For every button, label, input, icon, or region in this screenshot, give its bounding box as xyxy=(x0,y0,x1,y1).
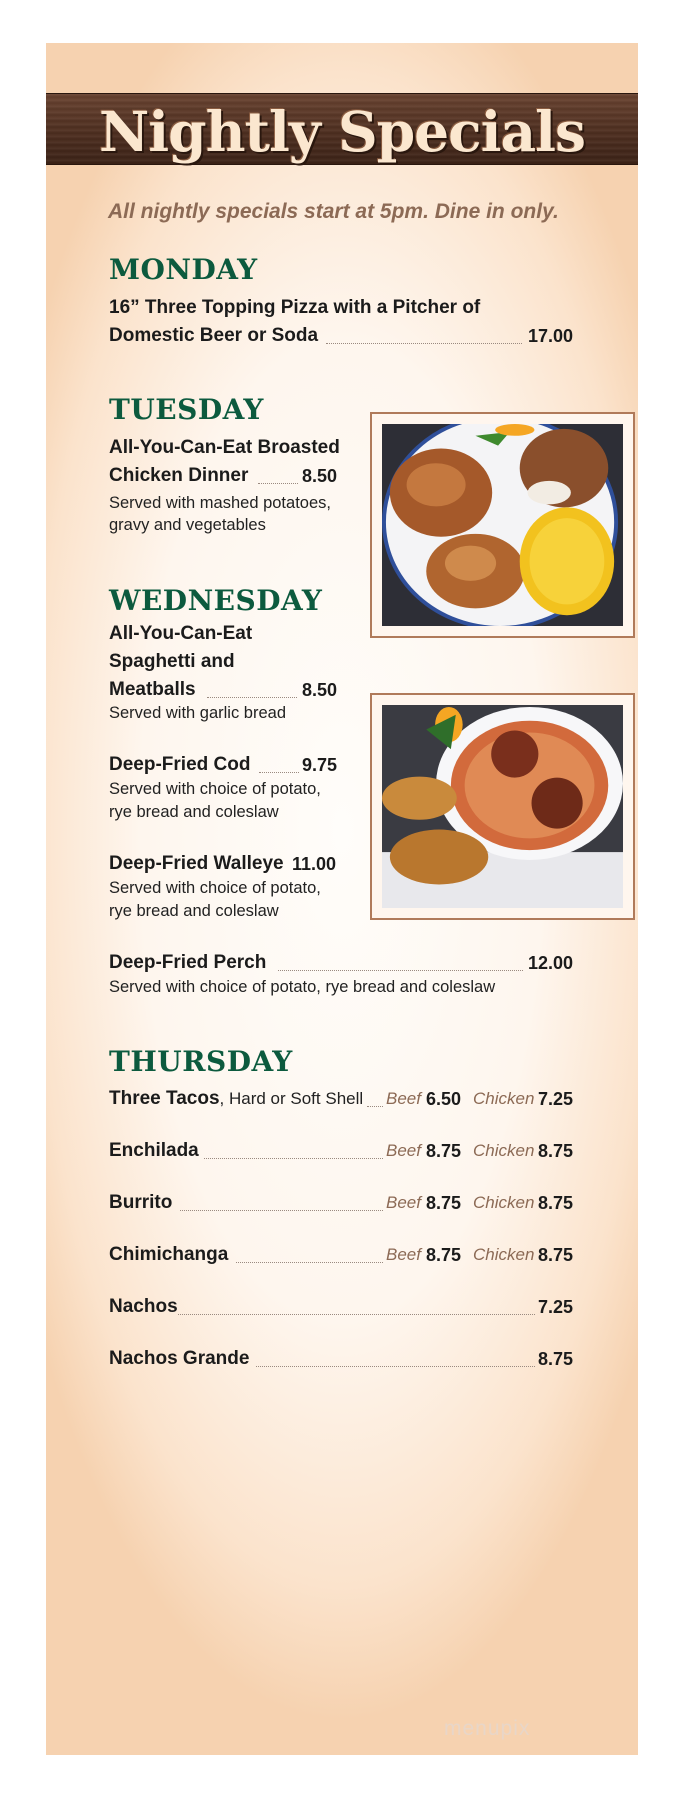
tacos-detail: , Hard or Soft Shell xyxy=(219,1089,364,1108)
spaghetti-photo xyxy=(370,693,635,920)
burrito-name: Burrito xyxy=(109,1192,173,1213)
walleye-desc1: Served with choice of potato, xyxy=(109,879,321,897)
enchilada-chicken-label: Chicken xyxy=(473,1141,535,1160)
spaghetti-image xyxy=(382,705,623,908)
nachos-grande-leader xyxy=(256,1366,535,1367)
title-banner xyxy=(46,93,638,165)
thursday-heading: THURSDAY xyxy=(109,1045,293,1078)
cod-name: Deep-Fried Cod xyxy=(109,754,251,775)
spaghetti-desc: Served with garlic bread xyxy=(109,704,287,722)
monday-item-line1: 16” Three Topping Pizza with a Pitcher of xyxy=(109,297,481,318)
tuesday-heading: TUESDAY xyxy=(109,393,264,426)
tacos-beef-price: 6.50 xyxy=(426,1089,462,1109)
tacos-chicken-label: Chicken xyxy=(473,1089,535,1108)
burrito-leader xyxy=(180,1210,383,1211)
chimichanga-leader xyxy=(236,1262,383,1263)
enchilada-leader xyxy=(204,1158,383,1159)
chimichanga-chicken-label: Chicken xyxy=(473,1245,535,1264)
chimichanga-beef-label: Beef xyxy=(386,1245,421,1264)
burrito-chicken-label: Chicken xyxy=(473,1193,535,1212)
wednesday-heading: WEDNESDAY xyxy=(109,584,323,617)
monday-leader xyxy=(326,343,522,344)
cod-desc2: rye bread and coleslaw xyxy=(109,803,279,821)
cod-price: 9.75 xyxy=(302,755,338,775)
chimichanga-name: Chimichanga xyxy=(109,1244,229,1265)
spaghetti-line3: Meatballs xyxy=(109,679,196,700)
monday-heading: MONDAY xyxy=(109,253,258,286)
perch-price: 12.00 xyxy=(528,953,574,973)
nachos-grande-name: Nachos Grande xyxy=(109,1348,250,1369)
intro-note: All nightly specials start at 5pm. Dine in only. xyxy=(108,200,559,223)
burrito-beef-label: Beef xyxy=(386,1193,421,1212)
tacos-chicken-price: 7.25 xyxy=(538,1089,574,1109)
nachos-grande-price: 8.75 xyxy=(538,1349,574,1369)
burrito-beef-price: 8.75 xyxy=(426,1193,462,1213)
monday-price: 17.00 xyxy=(528,326,574,346)
cod-desc1: Served with choice of potato, xyxy=(109,780,321,798)
tuesday-item-line2: Chicken Dinner xyxy=(109,465,249,486)
nachos-price: 7.25 xyxy=(538,1297,574,1317)
perch-name: Deep-Fried Perch xyxy=(109,952,267,973)
enchilada-beef-price: 8.75 xyxy=(426,1141,462,1161)
walleye-price: 11.00 xyxy=(292,854,337,874)
chicken-dinner-photo xyxy=(370,412,635,638)
page-title: Nightly Specials xyxy=(98,99,586,164)
tuesday-item-line1: All-You-Can-Eat Broasted xyxy=(109,437,340,458)
perch-desc: Served with choice of potato, rye bread and coleslaw xyxy=(109,978,496,996)
chimichanga-beef-price: 8.75 xyxy=(426,1245,462,1265)
tacos-beef-label: Beef xyxy=(386,1089,421,1108)
nachos-name: Nachos xyxy=(109,1296,178,1317)
walleye-name: Deep-Fried Walleye xyxy=(109,853,284,874)
enchilada-name: Enchilada xyxy=(109,1140,199,1161)
tuesday-desc1: Served with mashed potatoes, xyxy=(109,494,331,512)
tacos-name: Three Tacos xyxy=(109,1088,220,1109)
tuesday-desc2: gravy and vegetables xyxy=(109,516,266,534)
burrito-chicken-price: 8.75 xyxy=(538,1193,574,1213)
spaghetti-leader xyxy=(207,697,297,698)
spaghetti-price: 8.50 xyxy=(302,680,338,700)
chicken-dinner-image xyxy=(382,424,623,626)
nachos-leader xyxy=(178,1314,535,1315)
monday-item-line2: Domestic Beer or Soda xyxy=(109,325,319,346)
spaghetti-line2: Spaghetti and xyxy=(109,651,235,672)
walleye-desc2: rye bread and coleslaw xyxy=(109,902,279,920)
cod-leader xyxy=(259,772,299,773)
tuesday-price: 8.50 xyxy=(302,466,338,486)
chimichanga-chicken-price: 8.75 xyxy=(538,1245,574,1265)
tuesday-leader xyxy=(258,483,298,484)
enchilada-chicken-price: 8.75 xyxy=(538,1141,574,1161)
tacos-leader xyxy=(367,1106,383,1107)
perch-leader xyxy=(278,970,523,971)
tacos-row xyxy=(109,1088,363,1110)
watermark: menupix xyxy=(444,1717,531,1740)
spaghetti-line1: All-You-Can-Eat xyxy=(109,623,253,644)
enchilada-beef-label: Beef xyxy=(386,1141,421,1160)
